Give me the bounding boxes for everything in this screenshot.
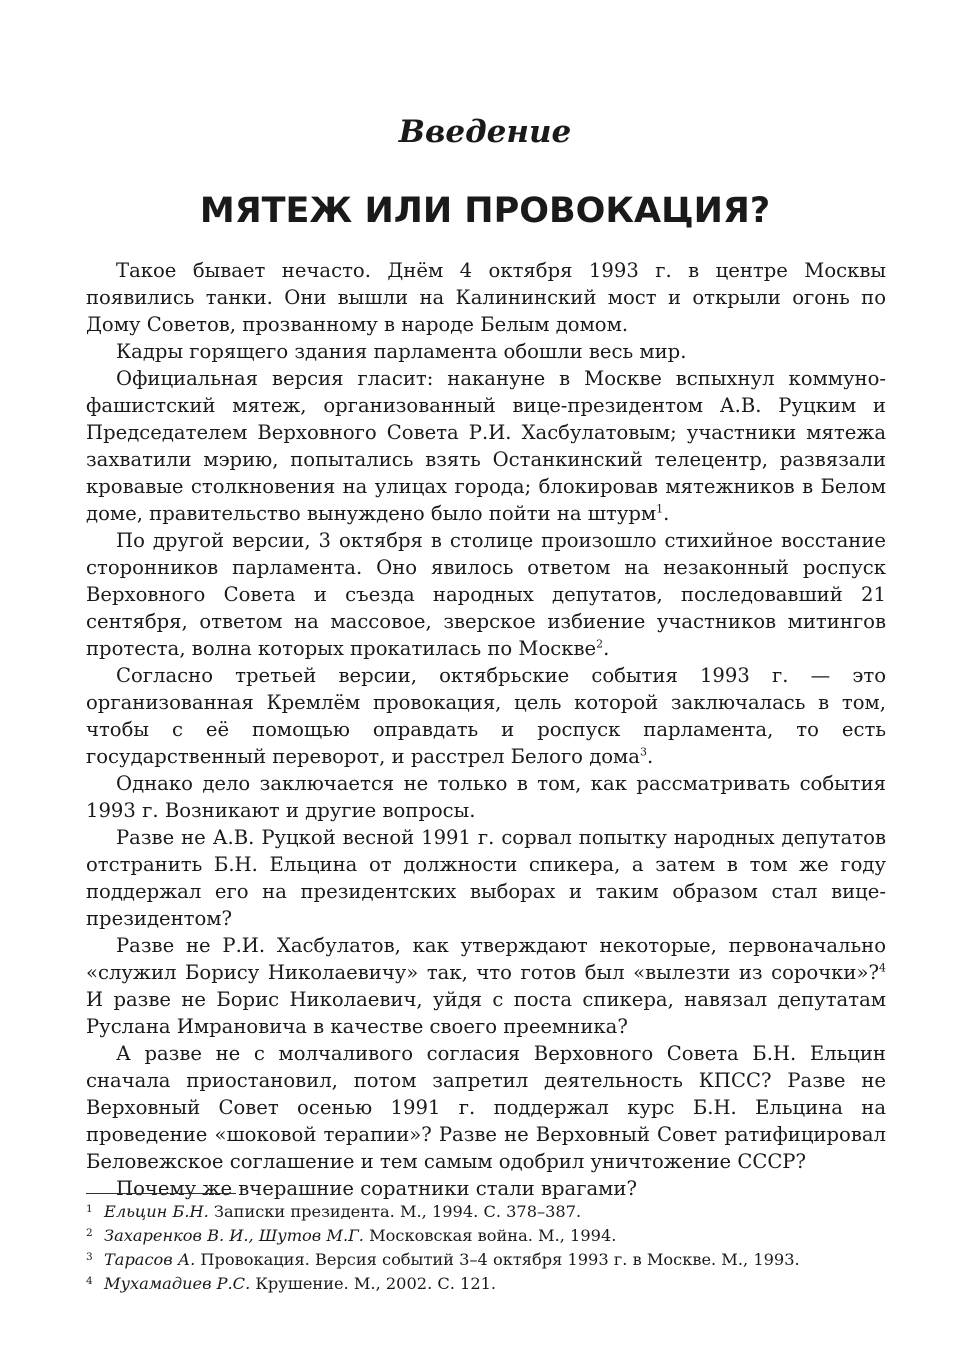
footnote-ref: 2 bbox=[596, 637, 604, 651]
footnote bbox=[86, 1272, 886, 1296]
footnote-divider bbox=[86, 1193, 236, 1194]
paragraph: Разве не А.В. Руцкой весной 1991 г. сорвал попытку народных депутатов отстранить Б.Н. Ельцина от должности спикера, а затем в том же году поддержал его на президентских выборах и таким образом стал вице-президентом? bbox=[86, 826, 886, 930]
chapter-title: МЯТЕЖ ИЛИ ПРОВОКАЦИЯ? bbox=[199, 191, 771, 231]
body-text bbox=[86, 257, 886, 1202]
footnote-number: 3 bbox=[86, 1251, 93, 1263]
footnote-author: Мухамадиев Р.С. bbox=[104, 1274, 251, 1293]
footnote-author: Тарасов А. bbox=[104, 1250, 196, 1269]
paragraph: Однако дело заключается не только в том, как рассматривать события 1993 г. Возникают и другие вопросы. bbox=[86, 772, 886, 822]
paragraph: Кадры горящего здания парламента обошли весь мир. bbox=[116, 340, 687, 363]
chapter-label: Введение bbox=[398, 114, 572, 150]
footnote-author: Захаренков В. И., Шутов М.Г. bbox=[104, 1226, 364, 1245]
footnote-ref: 1 bbox=[656, 502, 664, 516]
footnote-text: Провокация. Версия событий 3–4 октября 1993 г. в Москве. М., 1993. bbox=[195, 1250, 800, 1269]
paragraph: Согласно третьей версии, октябрьские события 1993 г. — это организованная Кремлём провокация, цель которой заключалась в том, чтобы с её помощью оправдать и роспуск парламента, то есть государственный переворот, и расстрел Белого дома$^3$. bbox=[86, 664, 886, 768]
paragraph: Такое бывает нечасто. Днём 4 октября 1993 г. в центре Москвы появились танки. Они вышли на Калининский мост и открыли огонь по Дому Советов, прозванному в народе Белым домом. bbox=[86, 259, 886, 336]
footnote-author: Ельцин Б.Н. bbox=[104, 1202, 209, 1221]
paragraph: Почему же вчерашние соратники стали врагами? bbox=[116, 1177, 637, 1200]
paragraph: А разве не с молчаливого согласия Верховного Совета Б.Н. Ельцин сначала приостановил, потом запретил деятельность КПСС? Разве не Верховный Совет осенью 1991 г. поддержал курс Б.Н. Ельцина на проведение «шоковой терапии»? Разве не Верховный Совет ратифицировал Беловежское соглашение и тем самым одобрил уничтожение СССР? bbox=[86, 1042, 886, 1173]
paragraph: По другой версии, 3 октября в столице произошло стихийное восстание сторонников парламента. Оно явилось ответом на незаконный роспуск Верховного Совета и съезда народных депутатов, последовавший 21 сентября, ответом на массовое, зверское избиение участников митингов протеста, волна которых прокатилась по Москве$^2$. bbox=[86, 529, 886, 660]
footnote-text: Записки президента. М., 1994. С. 378–387. bbox=[208, 1202, 582, 1221]
footnote-text: Московская война. М., 1994. bbox=[363, 1226, 617, 1245]
footnote bbox=[86, 1200, 886, 1224]
footnote-ref: 4 bbox=[879, 961, 886, 975]
footnote-ref: 3 bbox=[639, 745, 647, 759]
footnote-number: 4 bbox=[86, 1275, 93, 1287]
footnote-number: 2 bbox=[86, 1227, 93, 1239]
footnote-text: Крушение. М., 2002. С. 121. bbox=[250, 1274, 497, 1293]
paragraph: Официальная версия гласит: накануне в Москве вспыхнул коммуно-фашистский мятеж, организованный вице-президентом А.В. Руцким и Председателем Верховного Совета Р.И. Хасбулатовым; участники мятежа захватили мэрию, попытались взять Останкинский телецентр, развязали кровавые столкновения на улицах города; блокировав мятежников в Белом доме, правительство вынуждено было пойти на штурм$^1$. bbox=[86, 367, 886, 525]
paragraph: Разве не Р.И. Хасбулатов, как утверждают некоторые, первоначально «служил Борису Николаевичу» так, что готов был «вылезти из сорочки»?$^4$ И разве не Борис Николаевич, уйдя с поста спикера, навязал депутатам Руслана Имрановича в качестве своего преемника? bbox=[86, 934, 886, 1038]
footnote bbox=[86, 1248, 886, 1272]
footnote bbox=[86, 1224, 886, 1248]
footnotes bbox=[86, 1200, 886, 1296]
footnote-number: 1 bbox=[86, 1203, 93, 1215]
